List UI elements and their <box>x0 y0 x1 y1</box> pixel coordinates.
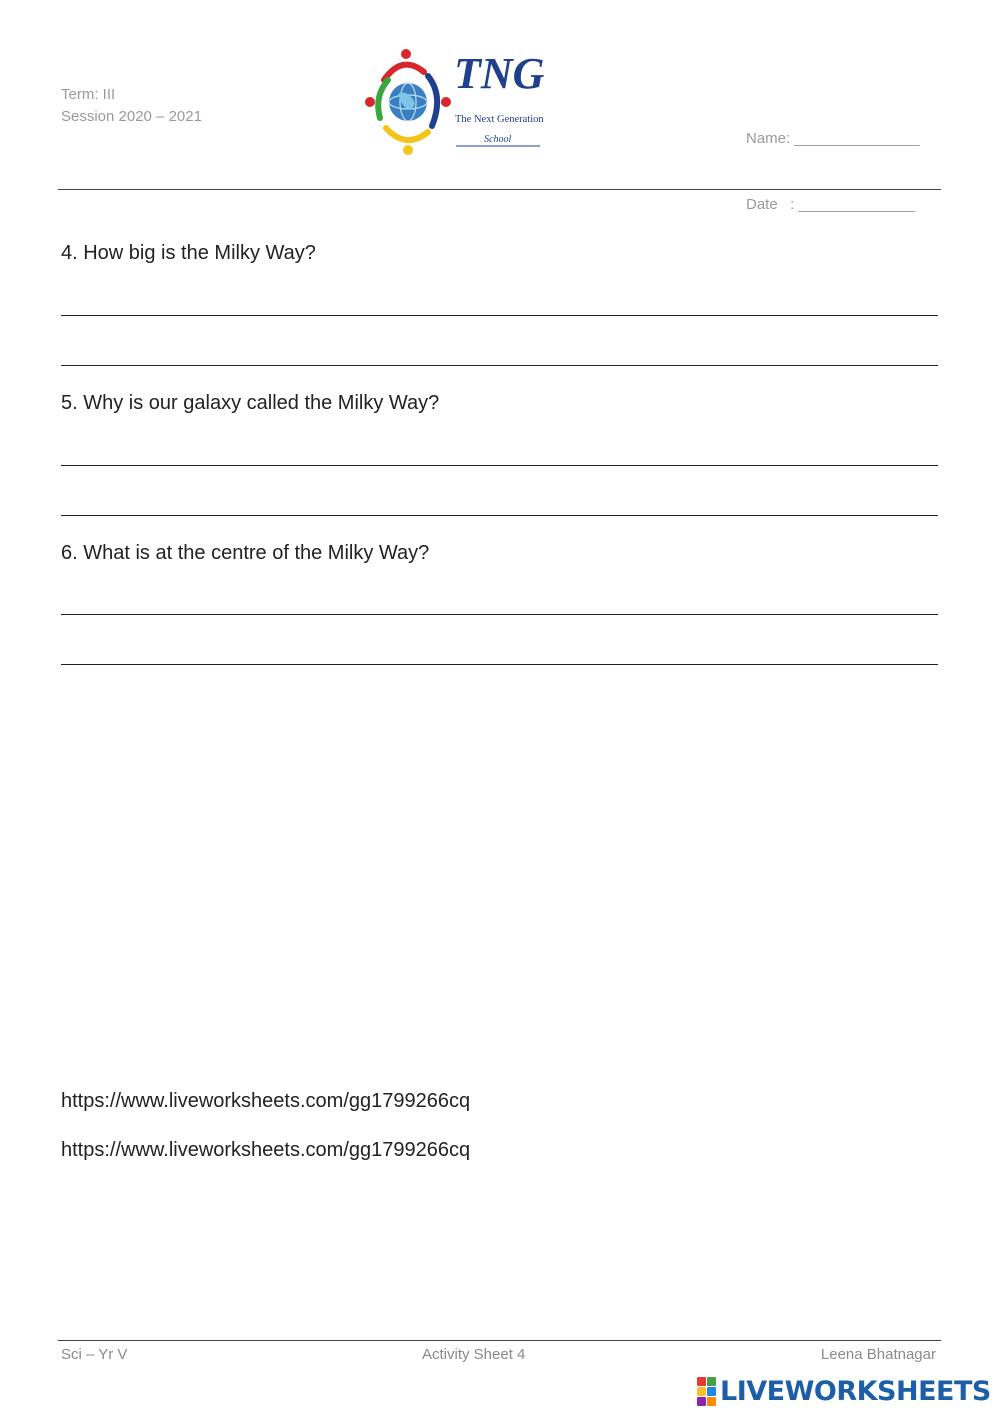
logo-line2-text: School <box>484 134 512 145</box>
answer-line-6b[interactable] <box>61 664 938 665</box>
footer-sheet-number: Activity Sheet 4 <box>422 1346 526 1363</box>
logo-figure-yellow-head <box>403 145 413 155</box>
date-field[interactable]: Date : ______________ <box>746 196 916 213</box>
logo-figure-red-head <box>401 49 411 59</box>
header-divider <box>58 189 941 190</box>
term-label: Term: III <box>61 86 116 103</box>
logo-figure-blue-head <box>441 97 451 107</box>
session-label: Session 2020 – 2021 <box>61 108 202 125</box>
liveworksheets-logo[interactable] <box>697 1376 991 1406</box>
answer-line-4a[interactable] <box>61 315 938 316</box>
liveworksheets-blocks-icon <box>697 1377 716 1406</box>
logo-figure-red-side-head <box>365 97 375 107</box>
logo-figure-yellow-arm <box>386 128 428 140</box>
logo-figure-blue-arm <box>428 76 437 126</box>
footer-divider <box>58 1340 941 1341</box>
school-logo <box>362 46 544 158</box>
header-right <box>746 84 919 260</box>
footer-subject: Sci – Yr V <box>61 1346 128 1363</box>
question-5: 5. Why is our galaxy called the Milky Way? <box>61 392 440 414</box>
name-field[interactable]: Name: _______________ <box>746 130 920 147</box>
logo-brand-text: TNG <box>454 49 544 98</box>
logo-line1-text: The Next Generation <box>455 114 544 125</box>
worksheet-link-1[interactable]: https://www.liveworksheets.com/gg1799266cq <box>61 1090 471 1112</box>
answer-line-6a[interactable] <box>61 614 938 615</box>
liveworksheets-wordmark: LIVEWORKSHEETS <box>720 1375 991 1407</box>
answer-line-4b[interactable] <box>61 365 938 366</box>
question-4: 4. How big is the Milky Way? <box>61 242 316 264</box>
worksheet-link-2[interactable]: https://www.liveworksheets.com/gg1799266cq <box>61 1139 471 1161</box>
header-left <box>61 84 202 128</box>
question-6: 6. What is at the centre of the Milky Way? <box>61 542 430 564</box>
logo-figure-green-arm <box>378 80 388 118</box>
answer-line-5b[interactable] <box>61 515 938 516</box>
footer-author: Leena Bhatnagar <box>820 1346 936 1363</box>
logo-figure-red-arm <box>384 65 424 80</box>
answer-line-5a[interactable] <box>61 465 938 466</box>
